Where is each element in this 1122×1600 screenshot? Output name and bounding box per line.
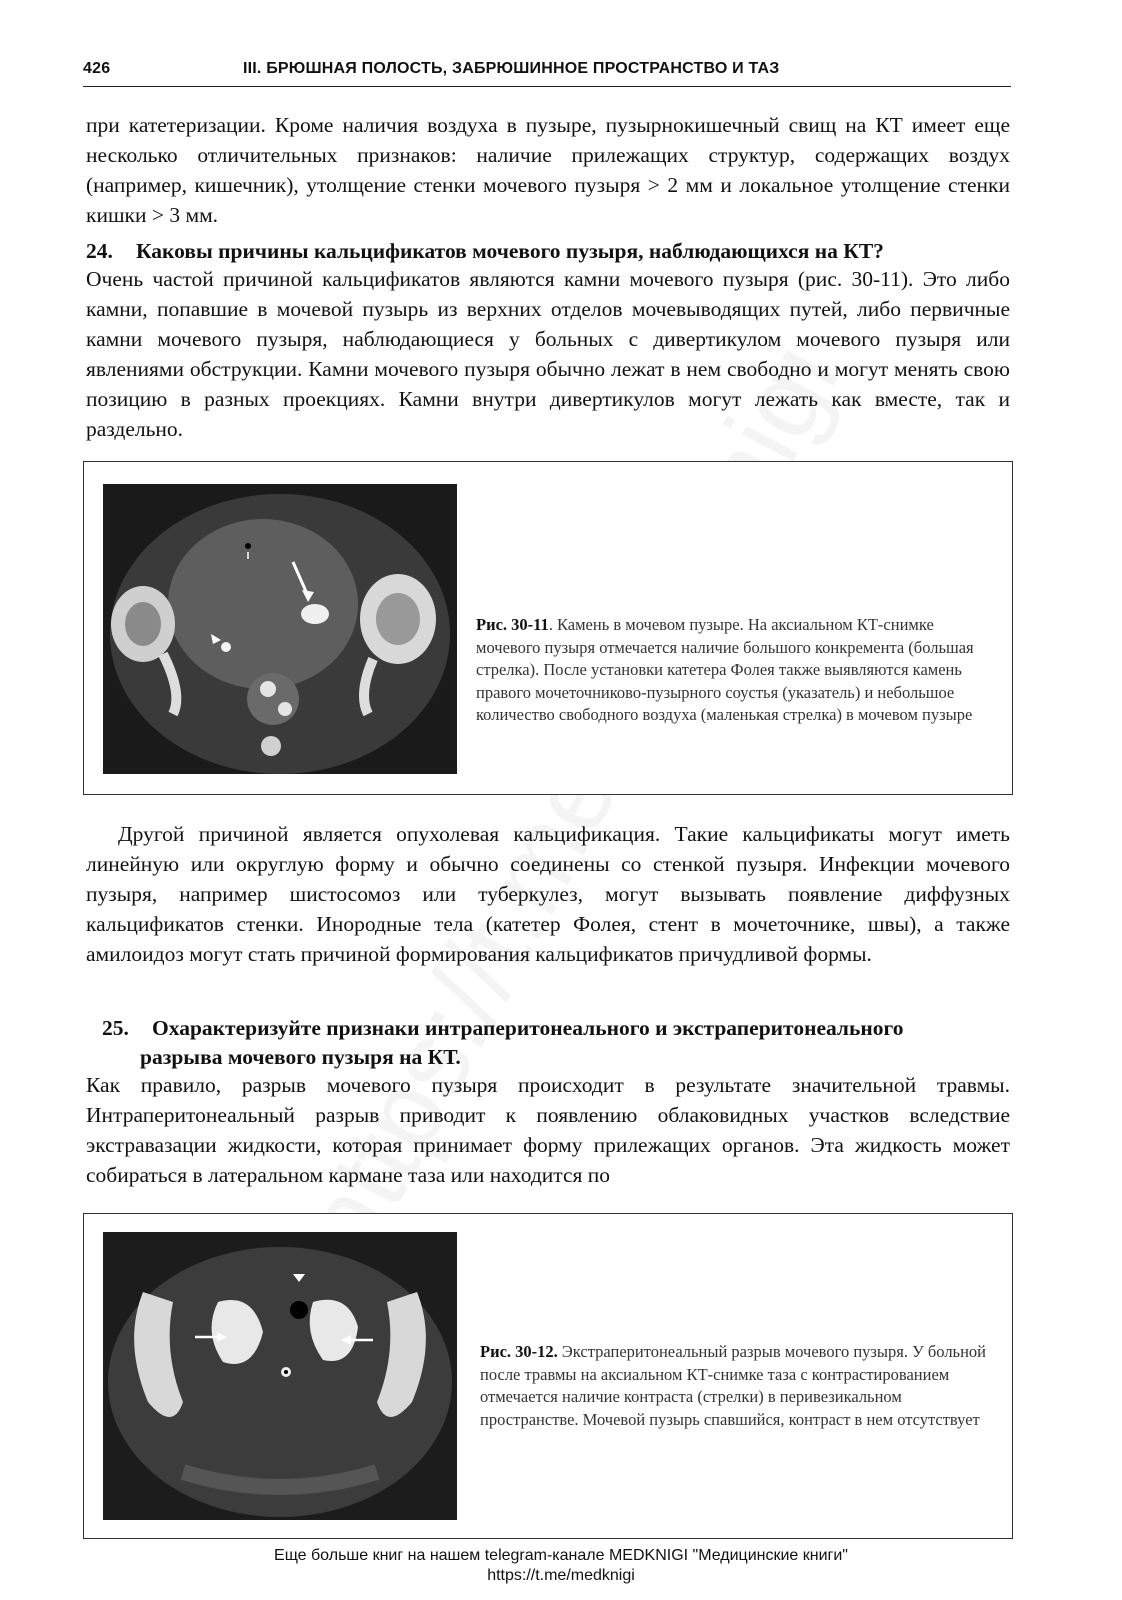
footer-link[interactable]: https://t.me/medknigi bbox=[487, 1567, 635, 1584]
figure-30-11-caption bbox=[476, 614, 991, 727]
question-text-line1: Охарактеризуйте признаки интраперитонеального и экстраперитонеального bbox=[152, 1016, 904, 1040]
question-number: 24. bbox=[86, 239, 113, 263]
running-head: III. БРЮШНАЯ ПОЛОСТЬ, ЗАБРЮШИННОЕ ПРОСТРАНСТВО И ТАЗ bbox=[243, 60, 780, 77]
ct-scan-graphic bbox=[103, 484, 457, 774]
question-25-heading bbox=[86, 1014, 1010, 1072]
figure-30-11-label: Рис. 30-11 bbox=[476, 615, 549, 634]
ct-image-bladder-rupture bbox=[103, 1232, 457, 1520]
paragraph-3: Другой причиной является опухолевая кальцификация. Такие кальцификаты могут иметь линейную или округлую форму и обычно соединены со стенкой пузыря. Инфекции мочевого пузыря, например шистосомоз или туберкулез, могут вызывать появление диффузных кальцификатов стенки. Инородные тела (катетер Фолея, стент в мочеточнике, швы), а также амилоидоз могут стать причиной формирования кальцификатов причудливой формы. bbox=[86, 822, 1010, 966]
figure-30-12-text: Экстраперитонеальный разрыв мочевого пузыря. У больной после травмы на аксиальном КТ-снимке таза с контрастированием отмечается наличие контраста (стрелки) в перивезикальном пространстве. Мочевой пузырь спавшийся, контраст в нем отсутствует bbox=[480, 1342, 986, 1429]
ct-scan-graphic bbox=[103, 1232, 457, 1520]
footer-line1: Еще больше книг на нашем telegram-канале MEDKNIGI "Медицинские книги" bbox=[274, 1547, 848, 1564]
page-number: 426 bbox=[83, 60, 111, 77]
figure-30-12-label: Рис. 30-12. bbox=[480, 1342, 558, 1361]
figure-30-12-caption bbox=[480, 1341, 995, 1431]
paragraph-4: Как правило, разрыв мочевого пузыря происходит в результате значительной травмы. Интраперитонеальный разрыв приводит к появлению облаковидных участков вследствие экстравазации жидкости, которая принимает форму прилежащих органов. Эта жидкость может собираться в латеральном кармане таза или находится по bbox=[86, 1073, 1010, 1187]
paragraph-1: при катетеризации. Кроме наличия воздуха в пузыре, пузырнокишечный свищ на КТ имеет еще несколько отличительных признаков: наличие прилежащих структур, содержащих воздух (например, кишечник), утолщение стенки мочевого пузыря > 2 мм и локальное утолщение стенки кишки > 3 мм. bbox=[86, 113, 1010, 227]
paragraph-2: Очень частой причиной кальцификатов являются камни мочевого пузыря (рис. 30-11). Это либо камни, попавшие в мочевой пузырь из верхних отделов мочевыводящих путей, либо первичные камни мочевого пузыря, наблюдающиеся у больных с дивертикулом мочевого пузыря или явлениями обструкции. Камни мочевого пузыря обычно лежат в нем свободно и могут менять свою позицию в разных проекциях. Камни внутри дивертикулов могут лежать как вместе, так и раздельно. bbox=[86, 267, 1010, 441]
figure-30-11 bbox=[83, 461, 1013, 795]
question-text-line2: разрыва мочевого пузыря на КТ. bbox=[140, 1045, 461, 1069]
page-header bbox=[83, 56, 1011, 87]
question-24-heading bbox=[86, 237, 1010, 266]
ct-image-bladder-stone bbox=[103, 484, 457, 774]
question-number: 25. bbox=[102, 1016, 129, 1040]
figure-30-12 bbox=[83, 1213, 1013, 1539]
question-text: Каковы причины кальцификатов мочевого пузыря, наблюдающихся на КТ? bbox=[136, 239, 884, 263]
footer-promo bbox=[0, 1546, 1122, 1586]
figure-30-11-text: . Камень в мочевом пузыре. На аксиальном КТ-снимке мочевого пузыря отмечается наличие большого конкремента (большая стрелка). После установки катетера Фолея также выявляются камень правого мочеточниково-пузырного соустья (указатель) и небольшое количество свободного воздуха (маленькая стрелка) в мочевом пузыре bbox=[476, 615, 974, 724]
